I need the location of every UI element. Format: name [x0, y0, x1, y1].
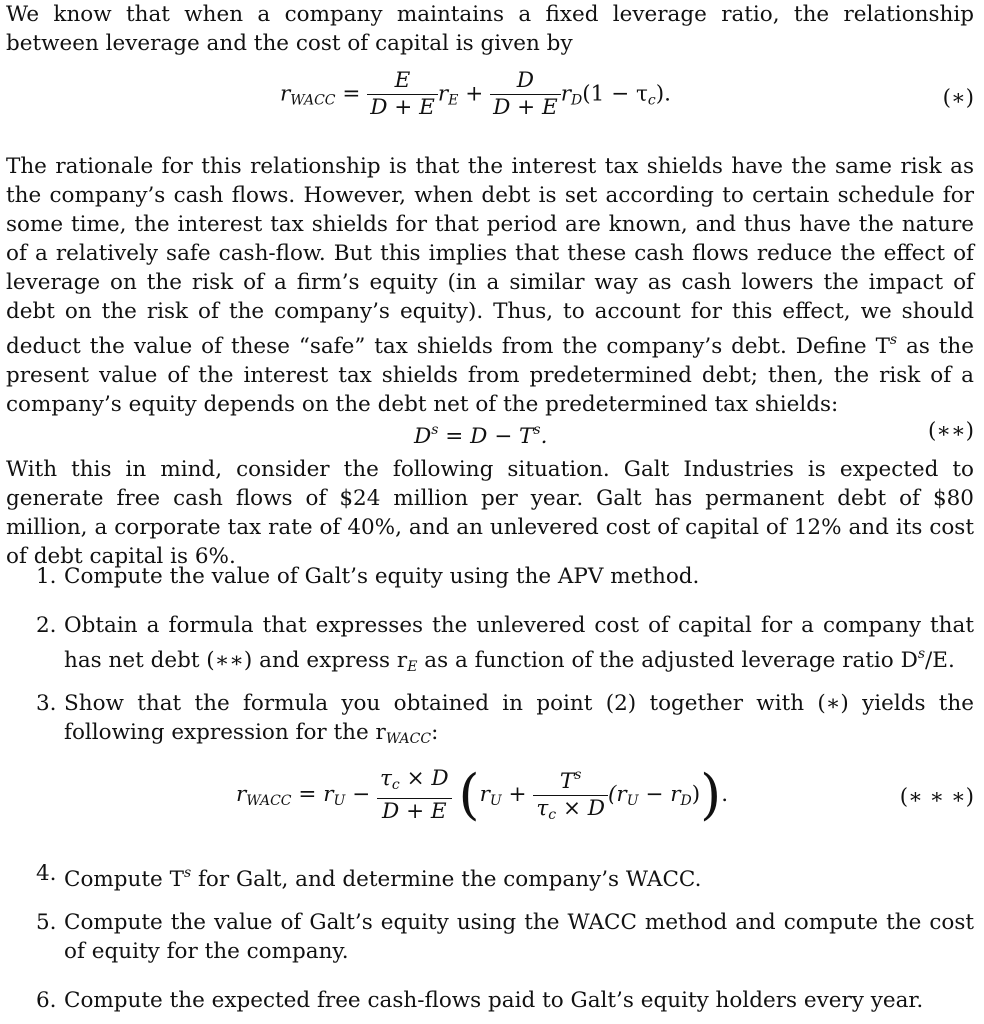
eq1-fraction-d: $\frac{D}{D + E}$: [490, 68, 561, 121]
rationale-paragraph: The rationale for this relationship is that the interest tax shields have the same risk as the company’s cash flows. However, when debt is set according to certain schedule for some time, the interest tax shields for that period are known, and thus have the nature of a relatively safe cash-flow. But this implies that these cash flows reduce the effect of leverage on the risk of a firm’s equity (in a similar way as cash lowers the impact of debt on the risk of the company’s equity). Thus, to account for this effect, we should deduct the value of these “safe” tax shields from the company’s debt. Define $T^s$ as the present value of the interest tax shields from predetermined debt; then, the risk of a company’s equity depends on the debt net of the predetermined tax shields:: [6, 154, 974, 417]
equation-tag-1: (∗): [942, 85, 974, 111]
equation-wacc-derived: $r_{WACC} = r_U$ − $\frac{\tau_c \times D}{D + E}$ ($r_U$ + $\frac{T^s}{\tau_c \times D}$ $(r_U - r_D)$). (∗ ∗ ∗): [236, 763, 974, 826]
eq3-fraction-tax: $\frac{\tau_c \times D}{D + E}$: [377, 766, 452, 825]
equation-wacc: $r_{WACC}$ = $\frac{E}{D + E}$ $r_E$ + $\frac{D}{D + E}$ $r_D(1 - \tau_c)$. (∗): [280, 68, 974, 120]
eq1-fraction-e: $\frac{E}{D + E}$: [367, 68, 438, 121]
intro-paragraph: We know that when a company maintains a fixed leverage ratio, the relationship between leverage and the cost of capital is given by: [6, 2, 974, 56]
situation-paragraph: With this in mind, consider the following situation. Galt Industries is expected to generate free cash flows of $24 million per year. Galt has permanent debt of $80 million, a corporate tax rate of 40%, and an unlevered cost of capital of 12% and its cost of debt capital is 6%.: [6, 457, 974, 569]
equation-net-debt: $D^s = D - T^s$. (∗∗): [414, 418, 974, 449]
eq3-fraction-shield: $\frac{T^s}{\tau_c \times D}$: [533, 762, 608, 828]
equation-tag-2: (∗∗): [927, 418, 974, 444]
equation-tag-3: (∗ ∗ ∗): [899, 784, 974, 810]
eq1-lhs: r: [280, 81, 291, 107]
